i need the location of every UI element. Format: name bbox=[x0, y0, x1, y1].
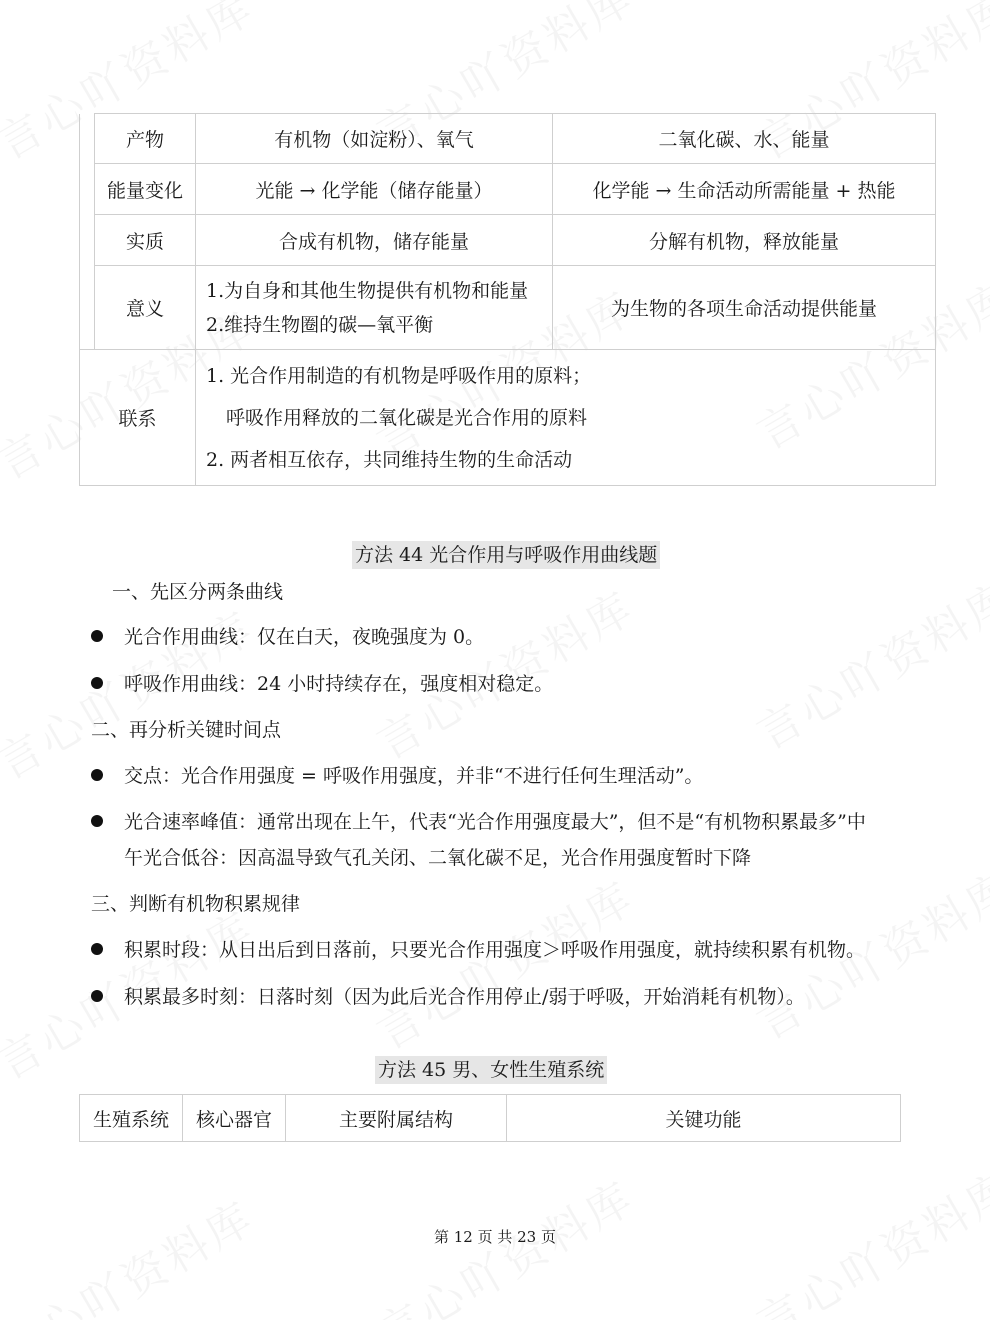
list-item: 光合速率峰值：通常出现在上午，代表“光合作用强度最大”，但不是“有机物积累最多”中 bbox=[124, 811, 866, 833]
table-row bbox=[80, 164, 936, 215]
column-header: 核心器官 bbox=[183, 1095, 286, 1142]
table-cell: 化学能 → 生命活动所需能量 + 热能 bbox=[553, 164, 936, 215]
list-item-continuation: 午光合低谷：因高温导致气孔关闭、二氧化碳不足，光合作用强度暂时下降 bbox=[124, 847, 752, 869]
bullet-icon bbox=[91, 630, 103, 642]
watermark bbox=[0, 1182, 265, 1320]
row-label: 意义 bbox=[95, 266, 196, 350]
row-label: 联系 bbox=[80, 350, 196, 486]
column-header: 生殖系统 bbox=[80, 1095, 183, 1142]
cell-line: 2. 两者相互依存，共同维持生物的生命活动 bbox=[206, 448, 573, 471]
list-item: 交点：光合作用强度 = 呼吸作用强度，并非“不进行任何生理活动”。 bbox=[124, 765, 704, 787]
list-item: 积累最多时刻：日落时刻（因为此后光合作用停止/弱于呼吸，开始消耗有机物）。 bbox=[124, 986, 805, 1008]
list-item: 光合作用曲线：仅在白天，夜晚强度为 0。 bbox=[124, 626, 485, 648]
page-number: 第 12 页 共 23 页 bbox=[433, 1228, 556, 1246]
bullet-icon bbox=[91, 990, 103, 1002]
column-header: 主要附属结构 bbox=[286, 1095, 507, 1142]
table-cell: 合成有机物，储存能量 bbox=[196, 215, 553, 266]
section-title: 方法 44 光合作用与呼吸作用曲线题 bbox=[352, 541, 660, 569]
comparison-table bbox=[79, 113, 936, 486]
table-row bbox=[80, 350, 936, 486]
table-cell: 二氧化碳、水、能量 bbox=[553, 114, 936, 164]
column-header: 关键功能 bbox=[507, 1095, 901, 1142]
subsection-title: 二、再分析关键时间点 bbox=[91, 719, 282, 741]
cell-line: 1.为自身和其他生物提供有机物和能量 bbox=[206, 279, 529, 302]
cell-line: 呼吸作用释放的二氧化碳是光合作用的原料 bbox=[226, 406, 588, 429]
subsection-title: 一、先区分两条曲线 bbox=[112, 581, 284, 603]
row-label: 产物 bbox=[95, 114, 196, 164]
table-row bbox=[80, 114, 936, 164]
table-cell: 分解有机物，释放能量 bbox=[553, 215, 936, 266]
subsection-title: 三、判断有机物积累规律 bbox=[91, 893, 301, 915]
row-label: 能量变化 bbox=[95, 164, 196, 215]
table-row bbox=[80, 266, 936, 350]
list-item: 呼吸作用曲线：24 小时持续存在，强度相对稳定。 bbox=[124, 673, 554, 695]
table-cell bbox=[80, 114, 95, 350]
row-label: 实质 bbox=[95, 215, 196, 266]
table-cell bbox=[196, 350, 936, 486]
cell-line: 2.维持生物圈的碳—氧平衡 bbox=[206, 313, 434, 336]
table-row bbox=[80, 215, 936, 266]
bullet-icon bbox=[91, 943, 103, 955]
table-cell: 光能 → 化学能（储存能量） bbox=[196, 164, 553, 215]
watermark bbox=[743, 562, 990, 761]
bullet-icon bbox=[91, 815, 103, 827]
table-header-row bbox=[80, 1095, 901, 1142]
list-item: 积累时段：从日出后到日落前，只要光合作用强度＞呼吸作用强度，就持续积累有机物。 bbox=[124, 939, 866, 961]
section-title: 方法 45 男、女性生殖系统 bbox=[375, 1056, 607, 1084]
reproductive-system-table bbox=[79, 1094, 901, 1142]
table-cell bbox=[196, 266, 553, 350]
bullet-icon bbox=[91, 677, 103, 689]
table-cell: 有机物（如淀粉）、氧气 bbox=[196, 114, 553, 164]
cell-line: 1. 光合作用制造的有机物是呼吸作用的原料； bbox=[206, 364, 592, 387]
bullet-icon bbox=[91, 769, 103, 781]
table-cell: 为生物的各项生命活动提供能量 bbox=[553, 266, 936, 350]
